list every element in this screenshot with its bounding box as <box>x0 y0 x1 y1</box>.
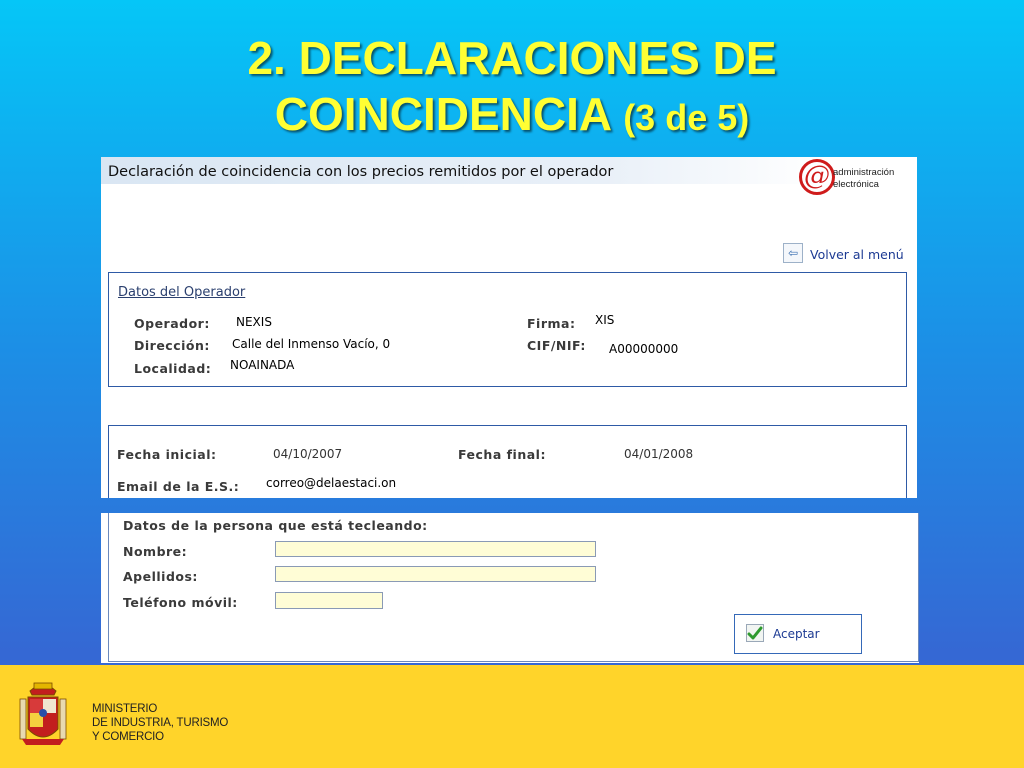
slide-title-suffix: (3 de 5) <box>623 97 750 138</box>
first-name-label: Nombre: <box>123 544 188 559</box>
slide-title <box>0 30 1024 146</box>
back-arrow-icon[interactable]: ⇦ <box>783 243 803 263</box>
header-bar <box>101 157 821 184</box>
firma-value: XIS <box>595 313 615 327</box>
logo-text-line1: administración <box>833 167 895 178</box>
person-section-title: Datos de la persona que está tecleando: <box>123 518 428 533</box>
start-date-value: 04/10/2007 <box>273 447 343 461</box>
end-date-label: Fecha final: <box>458 447 546 462</box>
mobile-phone-input[interactable] <box>275 592 383 609</box>
last-name-input[interactable] <box>275 566 596 582</box>
cif-label: CIF/NIF: <box>527 338 586 353</box>
accept-button-label[interactable]: Aceptar <box>773 627 820 641</box>
locality-value: NOAINADA <box>230 358 295 372</box>
last-name-label: Apellidos: <box>123 569 198 584</box>
logo-text-line2: electrónica <box>833 179 879 190</box>
person-data-box <box>108 513 919 662</box>
operator-section-title[interactable]: Datos del Operador <box>118 285 246 300</box>
locality-label: Localidad: <box>134 361 212 376</box>
back-to-menu-label[interactable]: Volver al menú <box>810 247 904 262</box>
dates-box <box>108 425 907 498</box>
page-header-title: Declaración de coincidencia con los precios remitidos por el operador <box>108 164 614 180</box>
checkmark-icon <box>746 624 764 642</box>
email-value: correo@delaestaci.on <box>266 476 397 490</box>
accept-button[interactable] <box>734 614 862 654</box>
at-sign-logo-icon: @ <box>799 159 835 195</box>
cif-value: A00000000 <box>609 342 679 356</box>
operator-data-box <box>108 272 907 387</box>
footer-bar <box>0 665 1024 768</box>
address-value: Calle del Inmenso Vacío, 0 <box>232 337 391 351</box>
first-name-input[interactable] <box>275 541 596 557</box>
firma-label: Firma: <box>527 316 576 331</box>
email-label: Email de la E.S.: <box>117 479 240 494</box>
ministry-line2: DE INDUSTRIA, TURISMO <box>92 717 229 729</box>
administracion-electronica-logo <box>799 159 913 199</box>
form-screenshot-top <box>101 157 917 498</box>
mobile-phone-label: Teléfono móvil: <box>123 595 238 610</box>
end-date-value: 04/01/2008 <box>624 447 694 461</box>
form-screenshot-bottom <box>101 513 919 663</box>
slide-title-line1: 2. DECLARACIONES DE <box>247 32 777 84</box>
coat-of-arms-icon <box>16 679 70 753</box>
ministry-line1: MINISTERIO <box>92 703 158 715</box>
ministry-name <box>92 702 228 744</box>
slide-title-line2: COINCIDENCIA <box>274 88 611 140</box>
start-date-label: Fecha inicial: <box>117 447 217 462</box>
address-label: Dirección: <box>134 338 210 353</box>
operator-label: Operador: <box>134 316 210 331</box>
ministry-line3: Y COMERCIO <box>92 731 164 743</box>
operator-value: NEXIS <box>236 315 272 329</box>
